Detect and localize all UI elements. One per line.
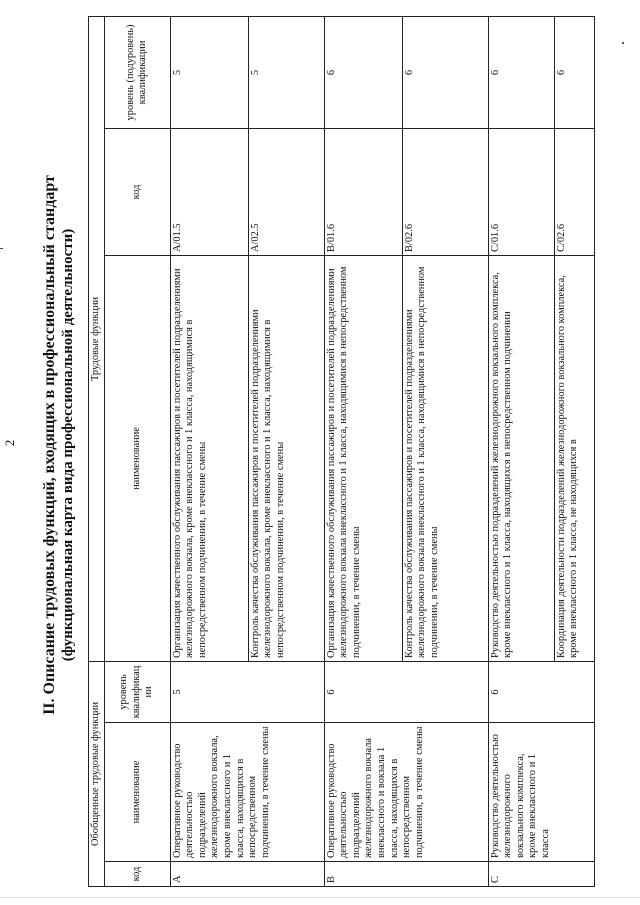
tf-name: Руководство деятельностью подразделений железнодорожного вокзального комплекса, кроме внеклассного и 1 класса, находящихся в непосредственном подчинении [488, 255, 554, 661]
table-row [488, 16, 554, 886]
gtf-code: A [170, 862, 324, 887]
table-row [170, 16, 248, 886]
tf-level: 6 [554, 16, 594, 128]
page-number: 2 [2, 439, 17, 447]
col-header-tf-code: код [104, 128, 170, 255]
tf-name: Контроль качества обслуживания пассажиров и посетителей подразделениями железнодорожного вокзала, кроме внеклассного и 1 класса, находящимися в непосредственном подчинении, в течение смены [248, 255, 324, 661]
gtf-name: Оперативное руководство деятельностью подразделений железнодорожного вокзала, кроме внеклассного и 1 класса, находящихся в непосредственном подчинении, в течение смены [170, 723, 324, 862]
col-header-tf-name: наименование [104, 255, 170, 661]
gtf-level: 6 [488, 661, 594, 722]
col-header-name: наименование [104, 723, 170, 862]
tf-name: Координация деятельности подразделений железнодорожного вокзального комплекса, кроме внеклассного и 1 класса, не находящихся в [554, 255, 594, 661]
heading-subtitle: (функциональная карта вида профессиональной деятельности) [60, 228, 76, 662]
section-heading [40, 55, 77, 835]
column-header-row [104, 16, 170, 886]
tf-level: 5 [248, 16, 324, 128]
tf-name: Организация качественного обслуживания пассажиров и посетителей подразделениями железнодорожного вокзала внеклассного и 1 класса, находящимися в непосредственном подчинении, в течение смены [324, 255, 402, 661]
functional-map-table [88, 16, 595, 887]
heading-title: II. Описание трудовых функций, входящих в профессиональный стандарт [41, 175, 58, 715]
tf-level: 6 [488, 16, 554, 128]
gtf-code: C [488, 862, 594, 887]
header-generalized-functions: Обобщенные трудовые функции [89, 661, 105, 886]
header-labor-functions: Трудовые функции [89, 16, 105, 661]
col-header-code: код [104, 862, 170, 887]
gtf-level: 5 [170, 661, 324, 722]
tf-code: B/02.6 [402, 128, 488, 255]
col-header-tf-level: уровень (подуровень) квалификации [104, 16, 170, 128]
tf-name: Организация качественного обслуживания пассажиров и посетителей подразделениями железнодорожного вокзала, кроме внеклассного и 1 класса, находящимися в непосредственном подчинении, в течение смены [170, 255, 248, 661]
table-row [324, 16, 402, 886]
tf-code: C/01.6 [488, 128, 554, 255]
tf-code: A/02.5 [248, 128, 324, 255]
tf-level: 6 [324, 16, 402, 128]
tf-name: Контроль качества обслуживания пассажиров и посетителей подразделениями железнодорожного вокзала внеклассного и 1 класса, находящимися в непосредственном подчинении, в течение смены [402, 255, 488, 661]
tf-code: B/01.6 [324, 128, 402, 255]
col-header-level: уровень квалификации [104, 661, 170, 722]
tf-code: C/02.6 [554, 128, 594, 255]
gtf-code: B [324, 862, 488, 887]
gtf-name: Оперативное руководство деятельностью подразделений железнодорожного вокзала внеклассного и вокзала 1 класса, находящихся в непосредственном подчинении, в течение смены [324, 723, 488, 862]
tf-level: 6 [402, 16, 488, 128]
gtf-level: 6 [324, 661, 488, 722]
tf-code: A/01.5 [170, 128, 248, 255]
group-header-row [89, 16, 105, 886]
tf-level: 5 [170, 16, 248, 128]
gtf-name: Руководство деятельностью железнодорожного вокзального комплекса, кроме внеклассного и 1 класса [488, 723, 594, 862]
